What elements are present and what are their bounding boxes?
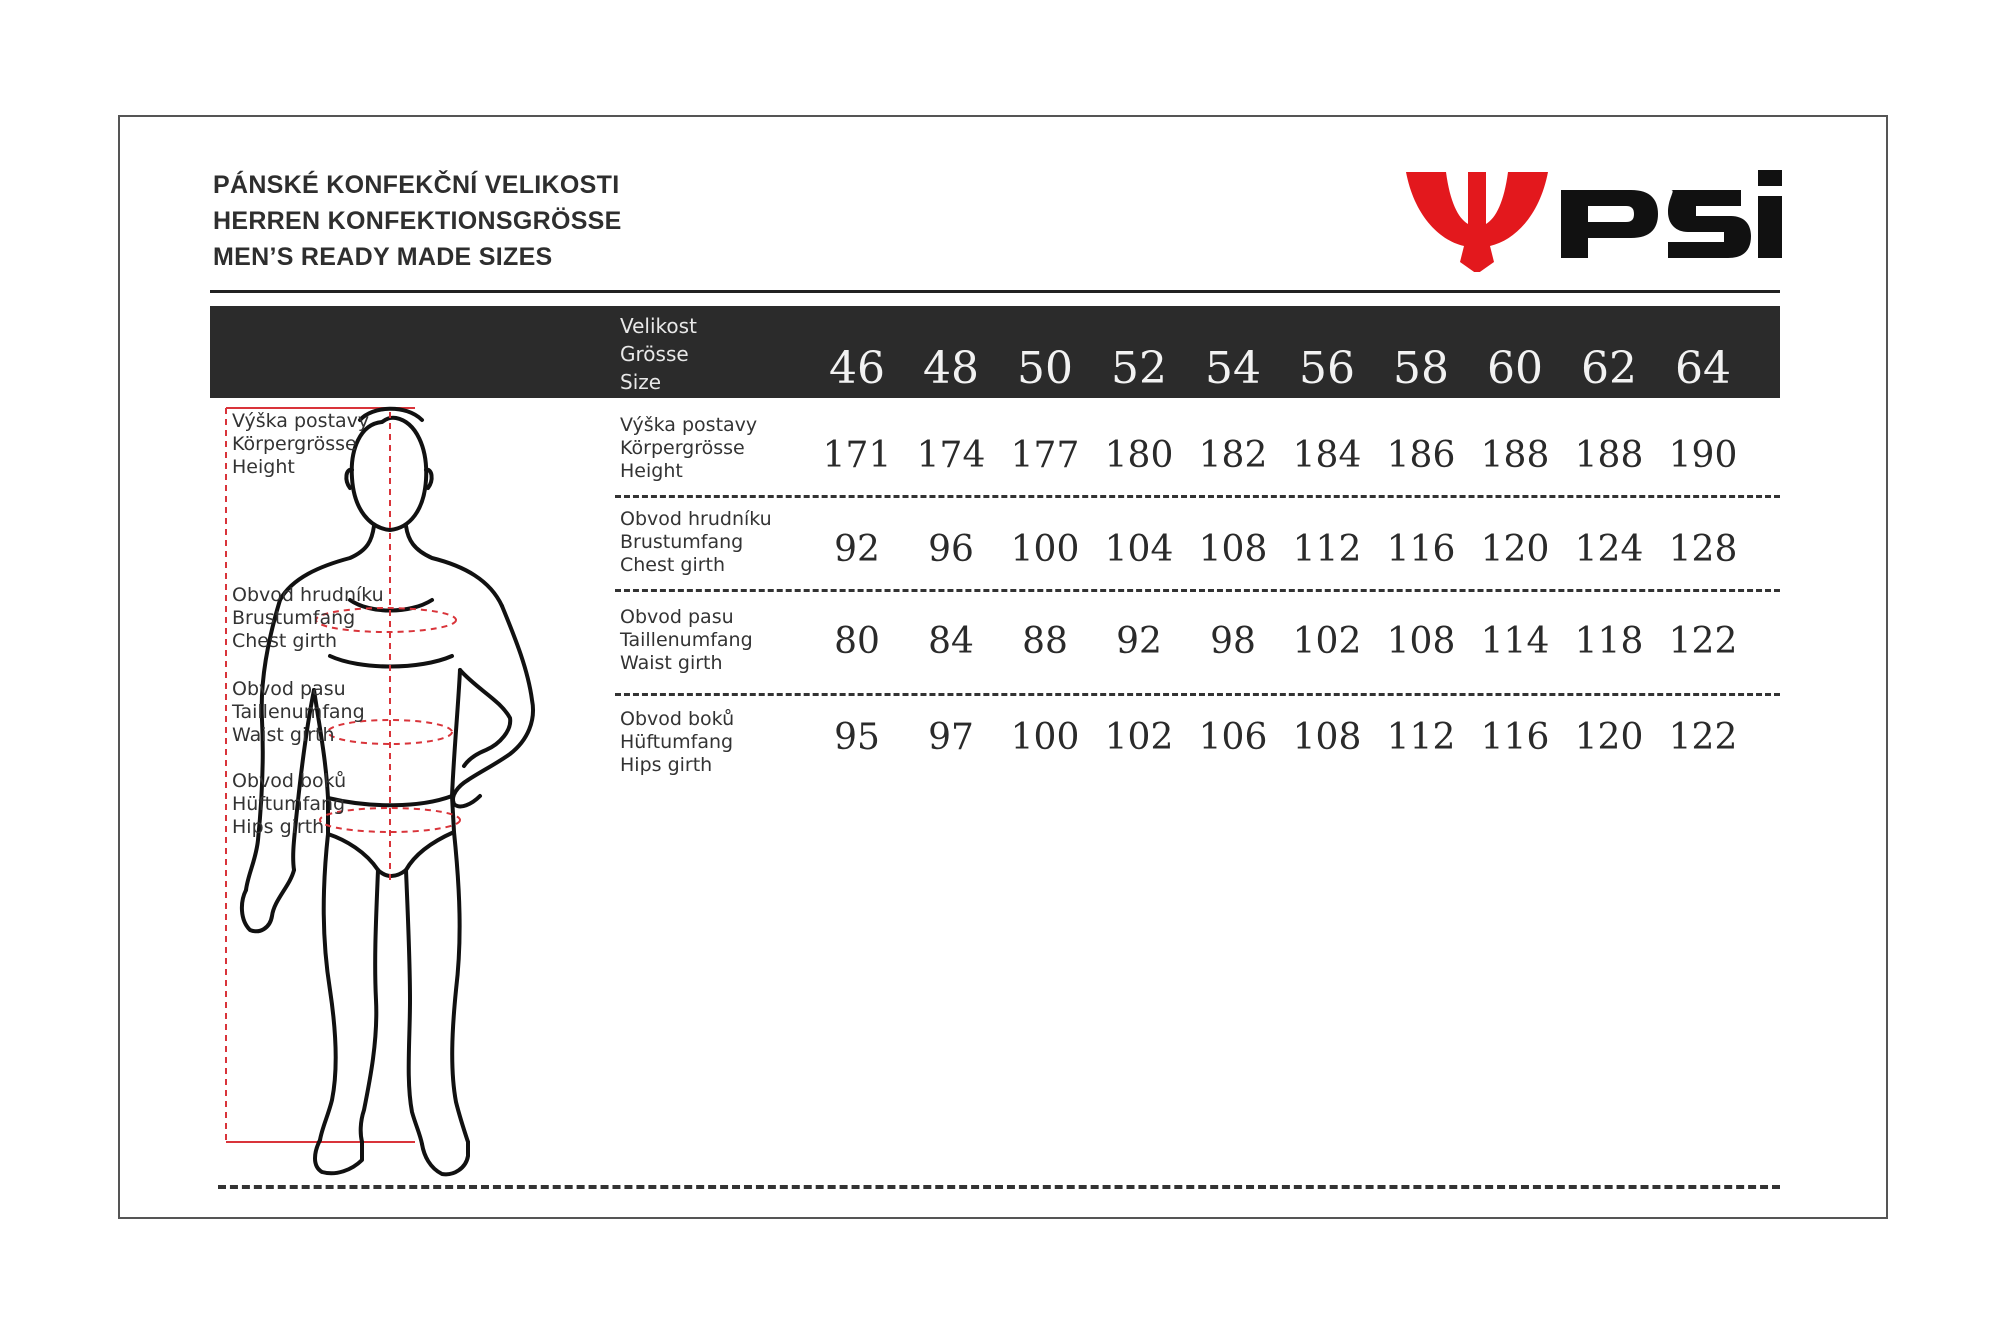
- chest-cell: 128: [1668, 529, 1738, 570]
- size-label-de: Grösse: [620, 342, 689, 366]
- size-value: 60: [1487, 343, 1543, 394]
- figure-label-en: Height: [232, 456, 295, 478]
- height-cell: 171: [822, 435, 892, 476]
- size-header-label: [620, 312, 697, 396]
- chest-cell: 112: [1292, 529, 1362, 570]
- height-cell: 180: [1104, 435, 1174, 476]
- row-label-cz: Obvod hrudníku: [620, 508, 772, 530]
- hips-cell: 120: [1574, 717, 1644, 758]
- height-cell: 174: [916, 435, 986, 476]
- size-value: 64: [1675, 343, 1731, 394]
- waist-cell: 118: [1574, 621, 1644, 662]
- row-divider: [615, 693, 1780, 696]
- chest-cell: 96: [928, 529, 974, 570]
- figure-label-de: Körpergrösse: [232, 433, 357, 455]
- waist-cell: 102: [1292, 621, 1362, 662]
- figure-label-en: Waist girth: [232, 724, 335, 746]
- row-label-cz: Obvod boků: [620, 708, 735, 730]
- figure-label-cz: Obvod boků: [232, 770, 347, 792]
- title-cz: PÁNSKÉ KONFEKČNÍ VELIKOSTI: [213, 171, 620, 199]
- height-cell: 188: [1574, 435, 1644, 476]
- row-label-de: Taillenumfang: [620, 629, 753, 651]
- hips-cell: 106: [1198, 717, 1268, 758]
- figure-label-hips: [232, 770, 346, 839]
- height-cell: 184: [1292, 435, 1362, 476]
- hips-cell: 102: [1104, 717, 1174, 758]
- figure-label-en: Hips girth: [232, 816, 325, 838]
- figure-label-cz: Obvod hrudníku: [232, 584, 384, 606]
- row-label-en: Height: [620, 460, 683, 482]
- waist-cell: 98: [1210, 621, 1256, 662]
- figure-label-cz: Obvod pasu: [232, 678, 346, 700]
- waist-cell: 84: [928, 621, 974, 662]
- row-label-cz: Výška postavy: [620, 414, 758, 436]
- psi-logo: [1406, 162, 1786, 272]
- size-value: 50: [1017, 343, 1073, 394]
- hips-cell: 116: [1480, 717, 1550, 758]
- waist-cell: 88: [1022, 621, 1068, 662]
- chest-cell: 100: [1010, 529, 1080, 570]
- chart-title: [213, 167, 622, 275]
- title-rule: [210, 290, 1780, 293]
- hips-cell: 97: [928, 717, 974, 758]
- size-value: 46: [829, 343, 885, 394]
- title-en: MEN’S READY MADE SIZES: [213, 243, 553, 271]
- row-divider: [615, 495, 1780, 498]
- size-value: 58: [1393, 343, 1449, 394]
- hips-cell: 122: [1668, 717, 1738, 758]
- chest-cell: 104: [1104, 529, 1174, 570]
- figure-label-de: Brustumfang: [232, 607, 356, 629]
- hips-cell: 112: [1386, 717, 1456, 758]
- waist-cell: 122: [1668, 621, 1738, 662]
- size-value: 54: [1205, 343, 1261, 394]
- figure-label-cz: Výška postavy: [232, 410, 370, 432]
- row-divider: [615, 589, 1780, 592]
- size-value: 52: [1111, 343, 1167, 394]
- waist-cell: 114: [1480, 621, 1550, 662]
- row-label-cz: Obvod pasu: [620, 606, 734, 628]
- title-de: HERREN KONFEKTIONSGRÖSSE: [213, 207, 622, 235]
- height-cell: 190: [1668, 435, 1738, 476]
- height-cell: 177: [1010, 435, 1080, 476]
- chest-cell: 124: [1574, 529, 1644, 570]
- row-label-de: Hüftumfang: [620, 731, 734, 753]
- figure-label-en: Chest girth: [232, 630, 338, 652]
- hips-cell: 108: [1292, 717, 1362, 758]
- figure-label-waist: [232, 678, 365, 747]
- waist-cell: 80: [834, 621, 880, 662]
- row-label-en: Chest girth: [620, 554, 726, 576]
- size-value: 48: [923, 343, 979, 394]
- row-label-en: Hips girth: [620, 754, 713, 776]
- chest-cell: 108: [1198, 529, 1268, 570]
- size-label-en: Size: [620, 370, 662, 394]
- row-label-en: Waist girth: [620, 652, 723, 674]
- size-value: 56: [1299, 343, 1355, 394]
- chest-cell: 92: [834, 529, 880, 570]
- size-label-cz: Velikost: [620, 314, 697, 338]
- size-value: 62: [1581, 343, 1637, 394]
- height-cell: 182: [1198, 435, 1268, 476]
- hips-cell: 95: [834, 717, 880, 758]
- height-cell: 186: [1386, 435, 1456, 476]
- figure-label-chest: [232, 584, 384, 653]
- chest-cell: 120: [1480, 529, 1550, 570]
- height-cell: 188: [1480, 435, 1550, 476]
- waist-cell: 92: [1116, 621, 1162, 662]
- waist-cell: 108: [1386, 621, 1456, 662]
- bottom-divider: [218, 1185, 1780, 1189]
- row-label-de: Körpergrösse: [620, 437, 745, 459]
- figure-label-height: [232, 410, 369, 479]
- row-label-de: Brustumfang: [620, 531, 744, 553]
- figure-label-de: Hüftumfang: [232, 793, 346, 815]
- hips-cell: 100: [1010, 717, 1080, 758]
- chest-cell: 116: [1386, 529, 1456, 570]
- figure-label-de: Taillenumfang: [232, 701, 365, 723]
